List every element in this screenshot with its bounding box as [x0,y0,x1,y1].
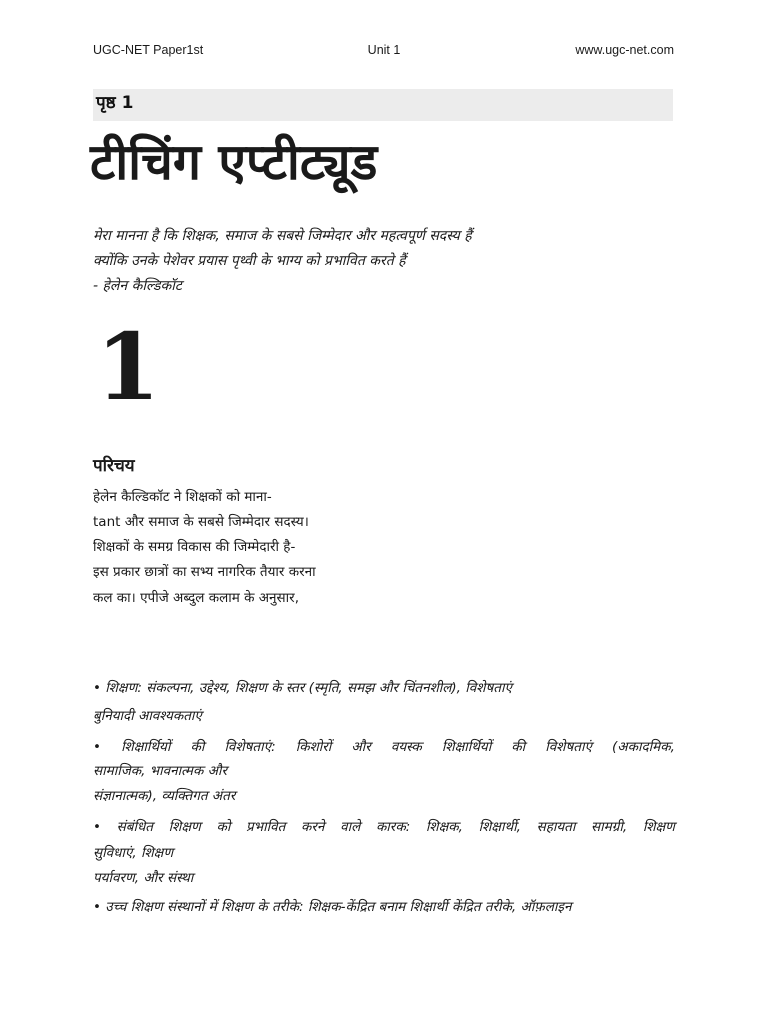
intro-line: इस प्रकार छात्रों का सभ्य नागरिक तैयार करना [93,564,316,580]
bullet-word: सामग्री, [591,819,628,835]
bullet-word: • [93,739,101,755]
syllabus-bullet-learners [93,738,675,756]
syllabus-bullet-continuation: सुविधाएं, शिक्षण [93,845,174,861]
bullet-word: कारक: [375,819,411,835]
syllabus-bullet-continuation: सामाजिक, भावनात्मक और [93,763,227,779]
bullet-word: वयस्क [390,739,422,755]
header-left-text: UGC-NET Paper1st [93,43,204,57]
syllabus-bullet-methods: • उच्च शिक्षण संस्थानों में शिक्षण के तरीके: शिक्षक-केंद्रित बनाम शिक्षार्थी केंद्रित तरीके, ऑफ़लाइन [93,899,572,915]
bullet-word: • [93,819,101,835]
bullet-word: विशेषताएं: [224,739,276,755]
syllabus-bullet-teaching: • शिक्षण: संकल्पना, उद्देश्य, शिक्षण के स्तर (स्मृति, समझ और चिंतनशील), विशेषताएं [93,680,512,696]
bullet-word: को [216,819,231,835]
intro-line: हेलेन कैल्डिकॉट ने शिक्षकों को माना- [93,489,272,505]
bullet-word: (अकादमिक, [612,739,675,755]
bullet-word: वाले [340,819,361,835]
intro-line: शिक्षकों के समग्र विकास की जिम्मेदारी है- [93,539,296,555]
syllabus-bullet-continuation: संज्ञानात्मक), व्यक्तिगत अंतर [93,788,236,804]
bullet-word: शिक्षार्थी, [478,819,521,835]
quote-attribution: - हेलेन कैल्डिकॉट [93,278,182,294]
bullet-word: की [190,739,205,755]
intro-heading: परिचय [93,456,135,476]
bullet-word: शिक्षक, [425,819,463,835]
intro-line: कल का। एपीजे अब्दुल कलाम के अनुसार, [93,590,299,606]
syllabus-bullet-continuation: बुनियादी आवश्यकताएं [93,708,202,724]
page-label-band [93,89,673,121]
bullet-word: करने [301,819,325,835]
page-title: टीचिंग एप्टीट्यूड [90,133,378,191]
bullet-word: किशोरों [295,739,332,755]
bullet-word: विशेषताएं [545,739,592,755]
bullet-word: शिक्षार्थियों [441,739,492,755]
bullet-word: शिक्षण [642,819,675,835]
quote-line-1: मेरा मानना है कि शिक्षक, समाज के सबसे जिम्मेदार और महत्वपूर्ण सदस्य हैं [93,228,472,244]
bullet-word: शिक्षण [168,819,201,835]
syllabus-bullet-continuation: पर्यावरण, और संस्था [93,870,194,886]
bullet-word: प्रभावित [246,819,286,835]
page-label: पृष्ठ 1 [96,93,134,113]
bullet-word: शिक्षार्थियों [121,739,171,755]
syllabus-bullet-factors [93,818,675,836]
bullet-word: सहायता [536,819,576,835]
header-center-text: Unit 1 [367,43,401,57]
bullet-word: और [351,739,371,755]
bullet-word: की [511,739,526,755]
header-right-text: www.ugc-net.com [575,43,674,57]
bullet-word: संबंधित [116,819,153,835]
intro-line: tant और समाज के सबसे जिम्मेदार सदस्य। [93,514,309,530]
quote-line-2: क्योंकि उनके पेशेवर प्रयास पृथ्वी के भाग्य को प्रभावित करते हैं [93,253,406,269]
chapter-number: 1 [96,313,161,421]
